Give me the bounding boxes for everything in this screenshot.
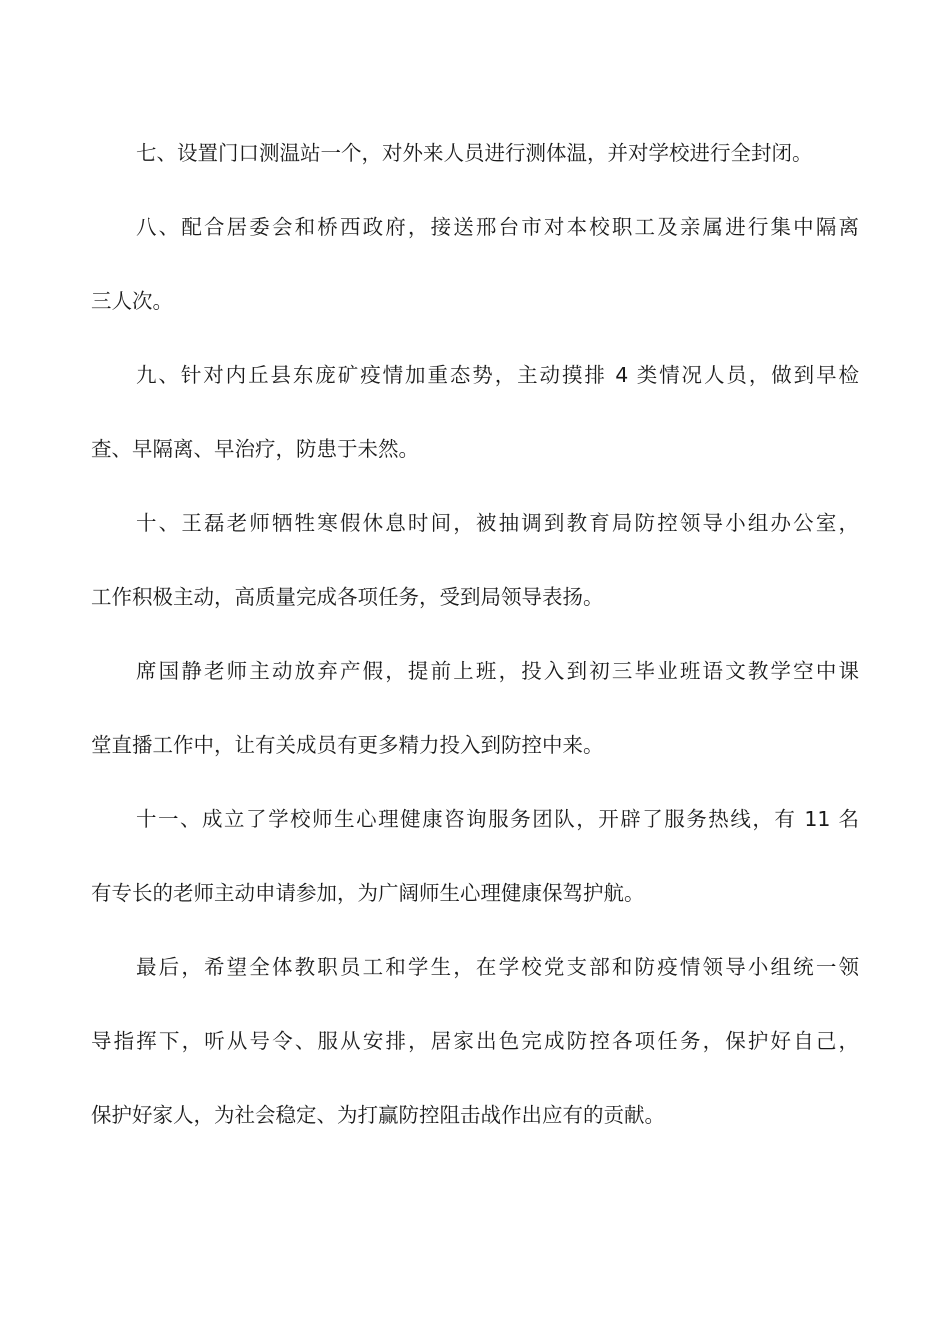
- paragraph-9-line-1: 九、针对内丘县东庞矿疫情加重态势，主动摸排 4 类情况人员，做到早检: [136, 363, 859, 387]
- paragraph-12-line-3: 保护好家人，为社会稳定、为打赢防控阻击战作出应有的贡献。: [91, 1103, 665, 1127]
- paragraph-8-line-2: 三人次。: [91, 289, 173, 313]
- paragraph-10b-line-2: 堂直播工作中，让有关成员有更多精力投入到防控中来。: [91, 733, 604, 757]
- paragraph-11-line-1: 十一、成立了学校师生心理健康咨询服务团队，开辟了服务热线，有 11 名: [136, 807, 859, 831]
- paragraph-12-line-2: 导指挥下，听从号令、服从安排，居家出色完成防控各项任务，保护好自己，: [91, 1029, 859, 1053]
- paragraph-10-line-1: 十、王磊老师牺牲寒假休息时间，被抽调到教育局防控领导小组办公室，: [136, 511, 859, 535]
- paragraph-7-line-1: 七、设置门口测温站一个，对外来人员进行测体温，并对学校进行全封闭。: [136, 141, 813, 165]
- paragraph-10b-line-1: 席国静老师主动放弃产假，提前上班，投入到初三毕业班语文教学空中课: [136, 659, 859, 683]
- paragraph-9-line-2: 查、早隔离、早治疗，防患于未然。: [91, 437, 419, 461]
- paragraph-8-line-1: 八、配合居委会和桥西政府，接送邢台市对本校职工及亲属进行集中隔离: [136, 215, 859, 239]
- paragraph-12-line-1: 最后，希望全体教职员工和学生，在学校党支部和防疫情领导小组统一领: [136, 955, 859, 979]
- paragraph-11-line-2: 有专长的老师主动申请参加，为广阔师生心理健康保驾护航。: [91, 881, 645, 905]
- paragraph-10-line-2: 工作积极主动，高质量完成各项任务，受到局领导表扬。: [91, 585, 604, 609]
